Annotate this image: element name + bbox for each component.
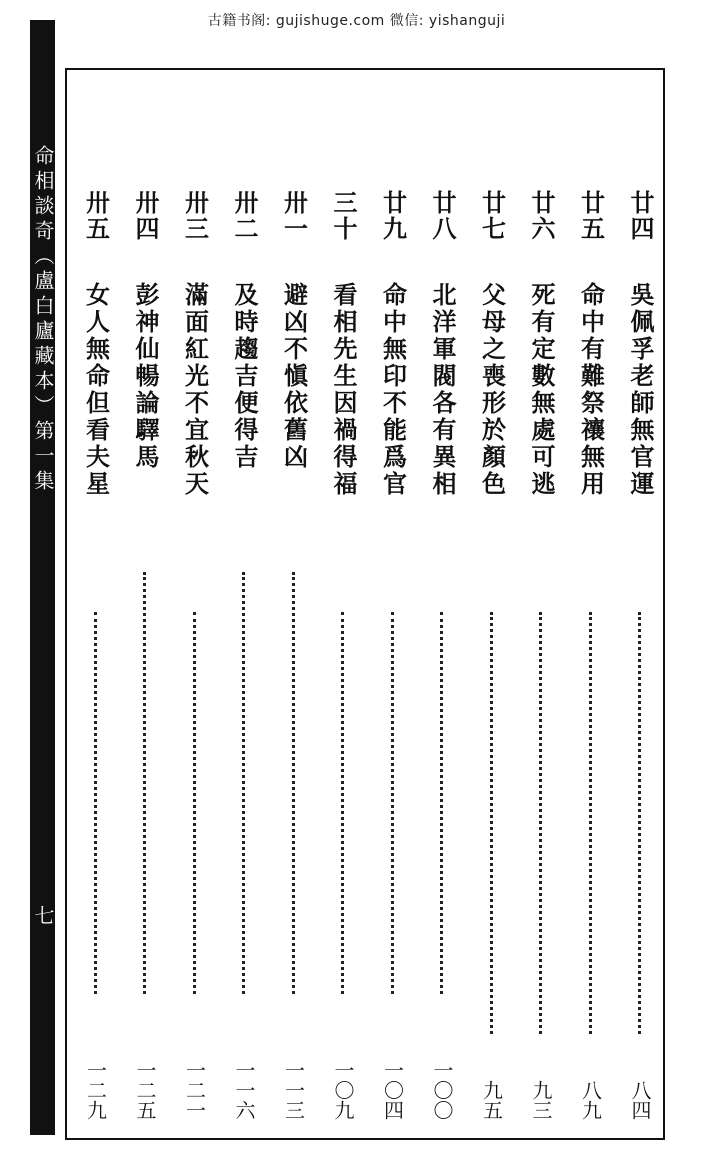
- entry-page: 一二九: [83, 1060, 108, 1120]
- entry-number: 廿九: [378, 190, 408, 242]
- entry-number: 卅一: [279, 190, 309, 242]
- table-of-contents: [70, 190, 660, 1120]
- entry-title: 命中無印不能爲官: [378, 282, 408, 498]
- entry-title: 及時趨吉便得吉: [230, 282, 259, 471]
- toc-entry: [76, 190, 116, 1120]
- toc-entry: [274, 190, 314, 1120]
- toc-entry: [224, 190, 264, 1120]
- toc-entry: [571, 190, 611, 1120]
- entry-title: 命中有難祭禳無用: [576, 282, 606, 498]
- entry-page: 一一六: [232, 1060, 256, 1120]
- entry-number: 卅五: [81, 190, 111, 242]
- entry-page: 一〇〇: [430, 1060, 454, 1120]
- entry-number: 三十: [329, 190, 358, 242]
- leader-dots: [589, 612, 592, 1034]
- entry-page: 一〇四: [380, 1060, 405, 1120]
- entry-title: 避凶不愼依舊凶: [279, 282, 309, 471]
- entry-number: 廿八: [428, 190, 457, 242]
- entry-number: 卅三: [180, 190, 210, 242]
- entry-page: 一〇九: [331, 1060, 355, 1120]
- leader-dots: [292, 572, 295, 994]
- entry-number: 卅二: [230, 190, 259, 242]
- entry-title: 吳佩孚老師無官運: [626, 282, 655, 498]
- toc-entry: [472, 190, 512, 1120]
- leader-dots: [490, 612, 493, 1034]
- leader-dots: [143, 572, 146, 994]
- entry-page: 九三: [529, 1080, 553, 1120]
- toc-entry: [521, 190, 561, 1120]
- leader-dots: [638, 612, 641, 1034]
- watermark-text: 古籍书阁: gujishuge.com 微信: yishanguji: [207, 13, 506, 29]
- leader-dots: [341, 612, 344, 994]
- entry-page: 九五: [479, 1080, 504, 1120]
- entry-title: 看相先生因禍得福: [329, 282, 358, 498]
- toc-entry: [175, 190, 215, 1120]
- entry-page: 八四: [628, 1080, 652, 1120]
- entry-number: 廿五: [576, 190, 606, 242]
- toc-entry: [422, 190, 462, 1120]
- entry-page: 一二五: [133, 1060, 157, 1120]
- entry-number: 廿六: [527, 190, 556, 242]
- toc-entry: [373, 190, 413, 1120]
- entry-title: 彭神仙暢論驛馬: [131, 282, 160, 471]
- entry-title: 女人無命但看夫星: [81, 282, 111, 498]
- entry-page: 一二一: [182, 1060, 207, 1120]
- leader-dots: [440, 612, 443, 994]
- toc-entry: [323, 190, 363, 1120]
- page-number: 七: [31, 905, 55, 925]
- entry-number: 廿四: [626, 190, 655, 242]
- toc-entry: [620, 190, 660, 1120]
- leader-dots: [94, 612, 97, 994]
- entry-number: 卅四: [131, 190, 160, 242]
- leader-dots: [193, 612, 196, 994]
- entry-title: 北洋軍閥各有異相: [428, 282, 457, 498]
- leader-dots: [539, 612, 542, 1034]
- entry-page: 八九: [578, 1080, 603, 1120]
- entry-title: 父母之喪形於顏色: [477, 282, 507, 498]
- entry-number: 廿七: [477, 190, 507, 242]
- leader-dots: [242, 572, 245, 994]
- toc-entry: [125, 190, 165, 1120]
- leader-dots: [391, 612, 394, 994]
- spine-title: 命相談奇（盧白廬藏本）第一集: [31, 145, 55, 495]
- entry-page: 一一三: [281, 1060, 306, 1120]
- entry-title: 死有定數無處可逃: [527, 282, 556, 498]
- entry-title: 滿面紅光不宜秋天: [180, 282, 210, 498]
